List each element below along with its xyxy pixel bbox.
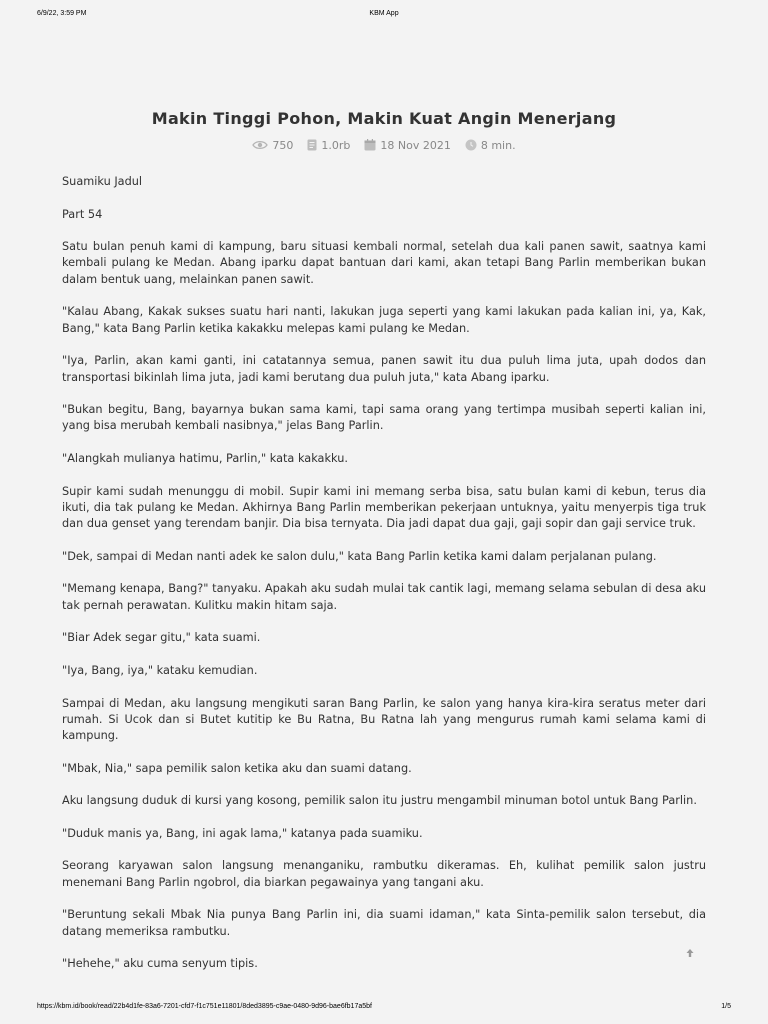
article (62, 106, 706, 989)
read-time-stat (465, 139, 516, 152)
print-page-number: 1/5 (721, 1003, 731, 1010)
paragraph: "Iya, Bang, iya," kataku kemudian. (62, 663, 258, 677)
paragraph: "Bukan begitu, Bang, bayarnya bukan sama kami, tapi sama orang yang tertimpa musibah seperti kalian ini, yang bisa merubah kembali nasibnya," jelas Bang Parlin. (62, 403, 706, 433)
publish-date: 18 Nov 2021 (380, 138, 451, 152)
paragraph: "Kalau Abang, Kakak sukses suatu hari nanti, lakukan juga seperti yang kami lakukan pada kalian ini, ya, Kak, Bang," kata Bang Parlin ketika kakakku melepas kami pulang ke Medan. (62, 305, 706, 335)
calendar-icon (364, 139, 376, 151)
clock-icon (465, 139, 477, 151)
article-body (62, 174, 706, 973)
article-title: Makin Tinggi Pohon, Makin Kuat Angin Menerjang (151, 109, 617, 128)
eye-icon (252, 140, 268, 150)
views-stat (252, 139, 293, 152)
paragraph: Satu bulan penuh kami di kampung, baru situasi kembali normal, setelah dua kali panen sawit, saatnya kami kembali pulang ke Medan. Abang iparku dapat bantuan dari kami, akan tetapi Bang Parlin memberikan bukan dalam bentuk uang, melainkan panen sawit. (62, 240, 706, 286)
paragraph: "Duduk manis ya, Bang, ini agak lama," katanya pada suamiku. (62, 826, 423, 840)
paragraph: "Biar Adek segar gitu," kata suami. (62, 631, 261, 645)
paragraph: "Alangkah mulianya hatimu, Parlin," kata kakakku. (62, 452, 348, 466)
paragraph: "Dek, sampai di Medan nanti adek ke salon dulu," kata Bang Parlin ketika kami dalam perjalanan pulang. (62, 549, 657, 563)
paragraph: Supir kami sudah menunggu di mobil. Supir kami ini memang serba bisa, satu bulan kami di kebun, terus dia ikuti, dia tak pulang ke Medan. Akhirnya Bang Parlin memberikan pekerjaan untuknya, yaitu menyerpis tiga truk dan dua genset yang terendam banjir. Dia bisa ternyata. Dia jadi dapat dua gaji, gaji sopir dan gaji service truk. (62, 484, 706, 531)
document-icon (307, 139, 317, 151)
paragraph: "Iya, Parlin, akan kami ganti, ini catatannya semua, panen sawit itu dua puluh lima juta, upah dodos dan transportasi bikinlah lima juta, jadi kami berutang dua puluh juta," kata Abang iparku. (62, 354, 706, 384)
paragraph: Seorang karyawan salon langsung menanganiku, rambutku dikeramas. Eh, kulihat pemilik salon justru menemani Bang Parlin ngobrol, dia biarkan pegawainya yang tangani aku. (62, 859, 706, 889)
words-count: 1.0rb (321, 138, 351, 152)
article-meta (62, 138, 706, 152)
views-count: 750 (272, 138, 294, 152)
scroll-to-top-button[interactable] (683, 945, 697, 959)
paragraph: Aku langsung duduk di kursi yang kosong, pemilik salon itu justru mengambil minuman botol untuk Bang Parlin. (62, 794, 697, 808)
paragraph: "Hehehe," aku cuma senyum tipis. (62, 957, 258, 971)
arrow-up-icon (685, 943, 695, 962)
paragraph: "Memang kenapa, Bang?" tanyaku. Apakah aku sudah mulai tak cantik lagi, memang selama sebulan di desa aku tak pernah perawatan. Kulitku makin hitam saja. (62, 582, 706, 612)
date-stat (364, 139, 450, 152)
print-datetime: 6/9/22, 3:59 PM (37, 10, 87, 17)
print-app-title: KBM App (369, 10, 399, 17)
read-time: 8 min. (480, 138, 516, 152)
words-stat (307, 139, 350, 152)
paragraph: "Beruntung sekali Mbak Nia punya Bang Parlin ini, dia suami idaman," kata Sinta-pemilik salon tersebut, dia datang memeriksa rambutku. (62, 908, 706, 938)
paragraph: Part 54 (62, 207, 103, 221)
print-url: https://kbm.id/book/read/22b4d1fe-83a6-7201-cfd7-f1c751e11801/8ded3895-c9ae-0480-9d96-bae6fb17a5bf (37, 1003, 372, 1010)
paragraph: Sampai di Medan, aku langsung mengikuti saran Bang Parlin, ke salon yang hanya kira-kira seratus meter dari rumah. Si Ucok dan si Butet kutitip ke Bu Ratna, Bu Ratna lah yang mengurus rumah kami selama kami di kampung. (62, 696, 706, 743)
paragraph: "Mbak, Nia," sapa pemilik salon ketika aku dan suami datang. (62, 761, 412, 775)
paragraph: Suamiku Jadul (62, 175, 143, 188)
